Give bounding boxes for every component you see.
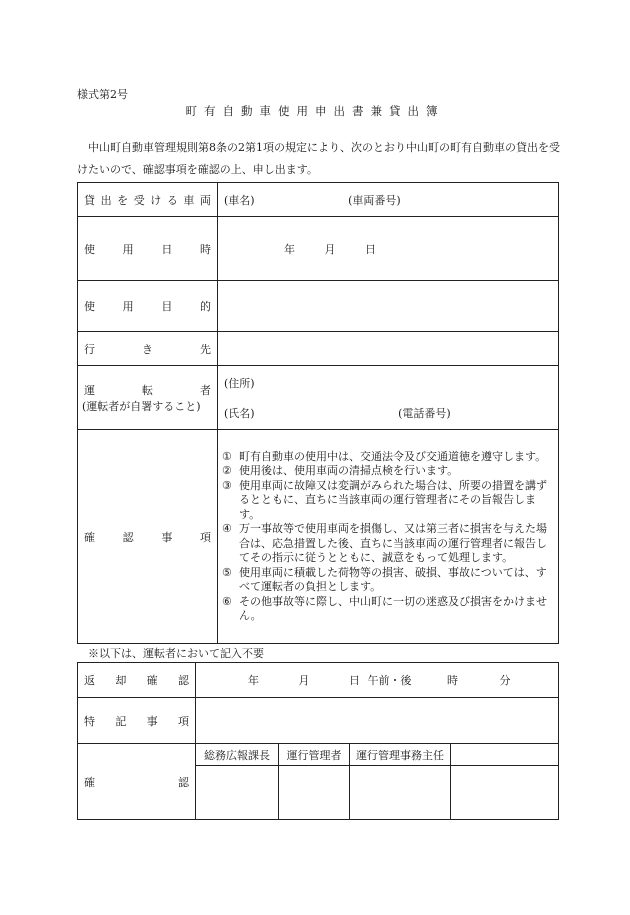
confirm-item-text: 使用後は、使用車両の清掃点検を行います。 — [239, 464, 459, 477]
label-char: る — [166, 193, 178, 207]
destination-label — [78, 341, 217, 357]
approver-header: 運行管理事務主任 — [350, 744, 451, 766]
driver-address-label: (住所) — [224, 377, 255, 390]
row-confirm — [78, 430, 559, 644]
label-char: き — [142, 342, 153, 356]
return-minute: 分 — [499, 674, 511, 687]
label-char: 項 — [199, 530, 211, 544]
label-char: 貸 — [84, 193, 95, 207]
approver-stamp-cell[interactable] — [451, 766, 559, 820]
row-destination — [78, 332, 559, 366]
confirm-item — [222, 595, 550, 624]
label-char: 使 — [84, 300, 95, 313]
label-char: 行 — [84, 342, 95, 356]
row-remarks — [78, 698, 559, 744]
label-char: 確 — [84, 775, 95, 789]
row-approver-headers — [78, 744, 559, 766]
datetime-label-cell — [78, 217, 218, 281]
office-table — [77, 662, 559, 820]
label-char: 車 — [183, 193, 195, 207]
label-char: 両 — [199, 193, 211, 207]
label-char: 返 — [84, 674, 95, 687]
confirm-item-number: ③ — [222, 478, 232, 492]
driver-phone-label: (電話番号) — [398, 407, 451, 420]
label-char: 項 — [177, 714, 189, 728]
datetime-label — [78, 241, 217, 257]
remarks-label — [78, 713, 195, 729]
form-number: 様式第2号 — [77, 88, 128, 101]
datetime-month: 月 — [324, 243, 336, 256]
label-char: を — [117, 193, 129, 207]
driver-label-cell — [78, 366, 218, 430]
label-char: 受 — [133, 193, 145, 207]
return-year: 年 — [248, 674, 259, 687]
row-return — [78, 663, 559, 698]
return-label-cell — [78, 663, 196, 698]
label-char: 認 — [177, 674, 189, 687]
destination-label-cell — [78, 332, 218, 366]
confirm-item — [222, 522, 550, 566]
destination-input-cell[interactable] — [218, 332, 559, 366]
label-char: 確 — [146, 674, 158, 687]
label-char: 転 — [142, 383, 153, 397]
confirm-item — [222, 450, 550, 465]
approval-label — [78, 774, 195, 790]
confirm-item-number: ⑥ — [222, 594, 232, 608]
approver-header-empty — [451, 744, 559, 766]
intro-text: 中山町自動車管理規則第8条の2第1項の規定により、次のとおり中山町の町有自動車の貸出を受けたいので、確認事項を確認の上、申し出ます。 — [77, 141, 560, 176]
confirm-item-text: 使用車両に積載した荷物等の損害、破損、事故については、すべて運転者の負担とします。 — [239, 565, 547, 593]
confirm-item — [222, 464, 550, 479]
label-char: 出 — [100, 193, 112, 207]
confirm-item-number: ② — [222, 464, 232, 477]
row-driver — [78, 366, 559, 430]
label-char: 認 — [122, 530, 134, 544]
confirm-item-text: 町有自動車の使用中は、交通法令及び交通道徳を遵守します。 — [239, 449, 547, 463]
row-vehicle — [78, 183, 559, 217]
label-char: 的 — [199, 300, 211, 313]
approver-header: 運行管理者 — [279, 744, 350, 766]
label-char: 先 — [200, 342, 211, 356]
purpose-input-cell[interactable] — [218, 281, 559, 332]
label-char: 事 — [161, 530, 173, 544]
label-char: 却 — [115, 674, 127, 687]
confirm-item-number: ① — [222, 449, 232, 463]
vehicle-name-label: (車名) — [224, 193, 255, 207]
vehicle-input-cell[interactable] — [218, 183, 559, 217]
confirm-items-cell — [218, 430, 559, 644]
label-char: 時 — [199, 242, 211, 256]
return-hour: 時 — [447, 674, 458, 687]
confirm-item-text: その他事故等に際し、中山町に一切の迷惑及び損害をかけません。 — [239, 594, 547, 622]
label-char: け — [150, 193, 162, 207]
office-use-note: ※以下は、運転者において記入不要 — [88, 647, 264, 660]
row-purpose — [78, 281, 559, 332]
datetime-day: 日 — [365, 243, 376, 256]
approver-stamp-cell[interactable] — [350, 766, 451, 820]
label-char: 日 — [161, 242, 173, 256]
label-char: 事 — [146, 714, 158, 728]
return-day: 日 — [349, 674, 360, 687]
confirm-item — [222, 566, 550, 595]
confirm-label-cell — [78, 430, 218, 644]
vehicle-label-cell — [78, 183, 218, 217]
label-char: 確 — [84, 530, 95, 544]
approver-header: 総務広報課長 — [196, 744, 279, 766]
label-char: 用 — [122, 242, 134, 256]
label-char: 用 — [122, 300, 134, 313]
vehicle-number-label: (車両番号) — [348, 193, 401, 207]
row-datetime — [78, 217, 559, 281]
driver-label — [78, 382, 217, 398]
approval-label-cell — [78, 744, 196, 820]
label-char: 特 — [84, 714, 95, 728]
return-input-cell[interactable] — [196, 663, 559, 698]
confirm-item-number: ④ — [222, 522, 232, 535]
purpose-label-cell — [78, 281, 218, 332]
return-month: 月 — [298, 674, 310, 687]
approver-stamp-cell[interactable] — [196, 766, 279, 820]
datetime-input-cell[interactable] — [218, 217, 559, 281]
label-char: 目 — [161, 300, 173, 313]
return-label — [78, 672, 195, 688]
label-char: 記 — [115, 714, 127, 728]
driver-input-cell[interactable] — [218, 366, 559, 430]
remarks-label-cell — [78, 698, 196, 744]
confirm-item — [222, 479, 550, 523]
label-char: 認 — [178, 775, 189, 789]
remarks-input-cell[interactable] — [196, 698, 559, 744]
confirm-item-text: 万一事故等で使用車両を損傷し、又は第三者に損害を与えた場合は、応急措置した後、直ちに当該車両の運行管理者に報告してその指示に従うとともに、誠意をもって処理します。 — [239, 522, 547, 564]
application-table — [77, 182, 559, 644]
confirm-label — [78, 529, 217, 545]
confirm-item-number: ⑤ — [222, 565, 232, 579]
driver-sublabel: (運転者が自署すること) — [82, 399, 201, 413]
label-char: 使 — [84, 242, 95, 256]
label-char: 者 — [200, 383, 211, 397]
purpose-label — [78, 298, 217, 314]
label-char: 運 — [84, 383, 95, 397]
return-ampm: 午前・後 — [367, 674, 412, 687]
approver-stamp-cell[interactable] — [279, 766, 350, 820]
confirm-item-text: 使用車両に故障又は変調がみられた場合は、所要の措置を講ずるとともに、直ちに当該車両の運行管理者にその旨報告します。 — [239, 478, 547, 521]
vehicle-label — [78, 192, 217, 208]
datetime-year: 年 — [284, 243, 295, 256]
driver-name-label: (氏名) — [224, 407, 255, 420]
page-title: 町有自動車使用申出書兼貸出簿 — [185, 104, 445, 118]
